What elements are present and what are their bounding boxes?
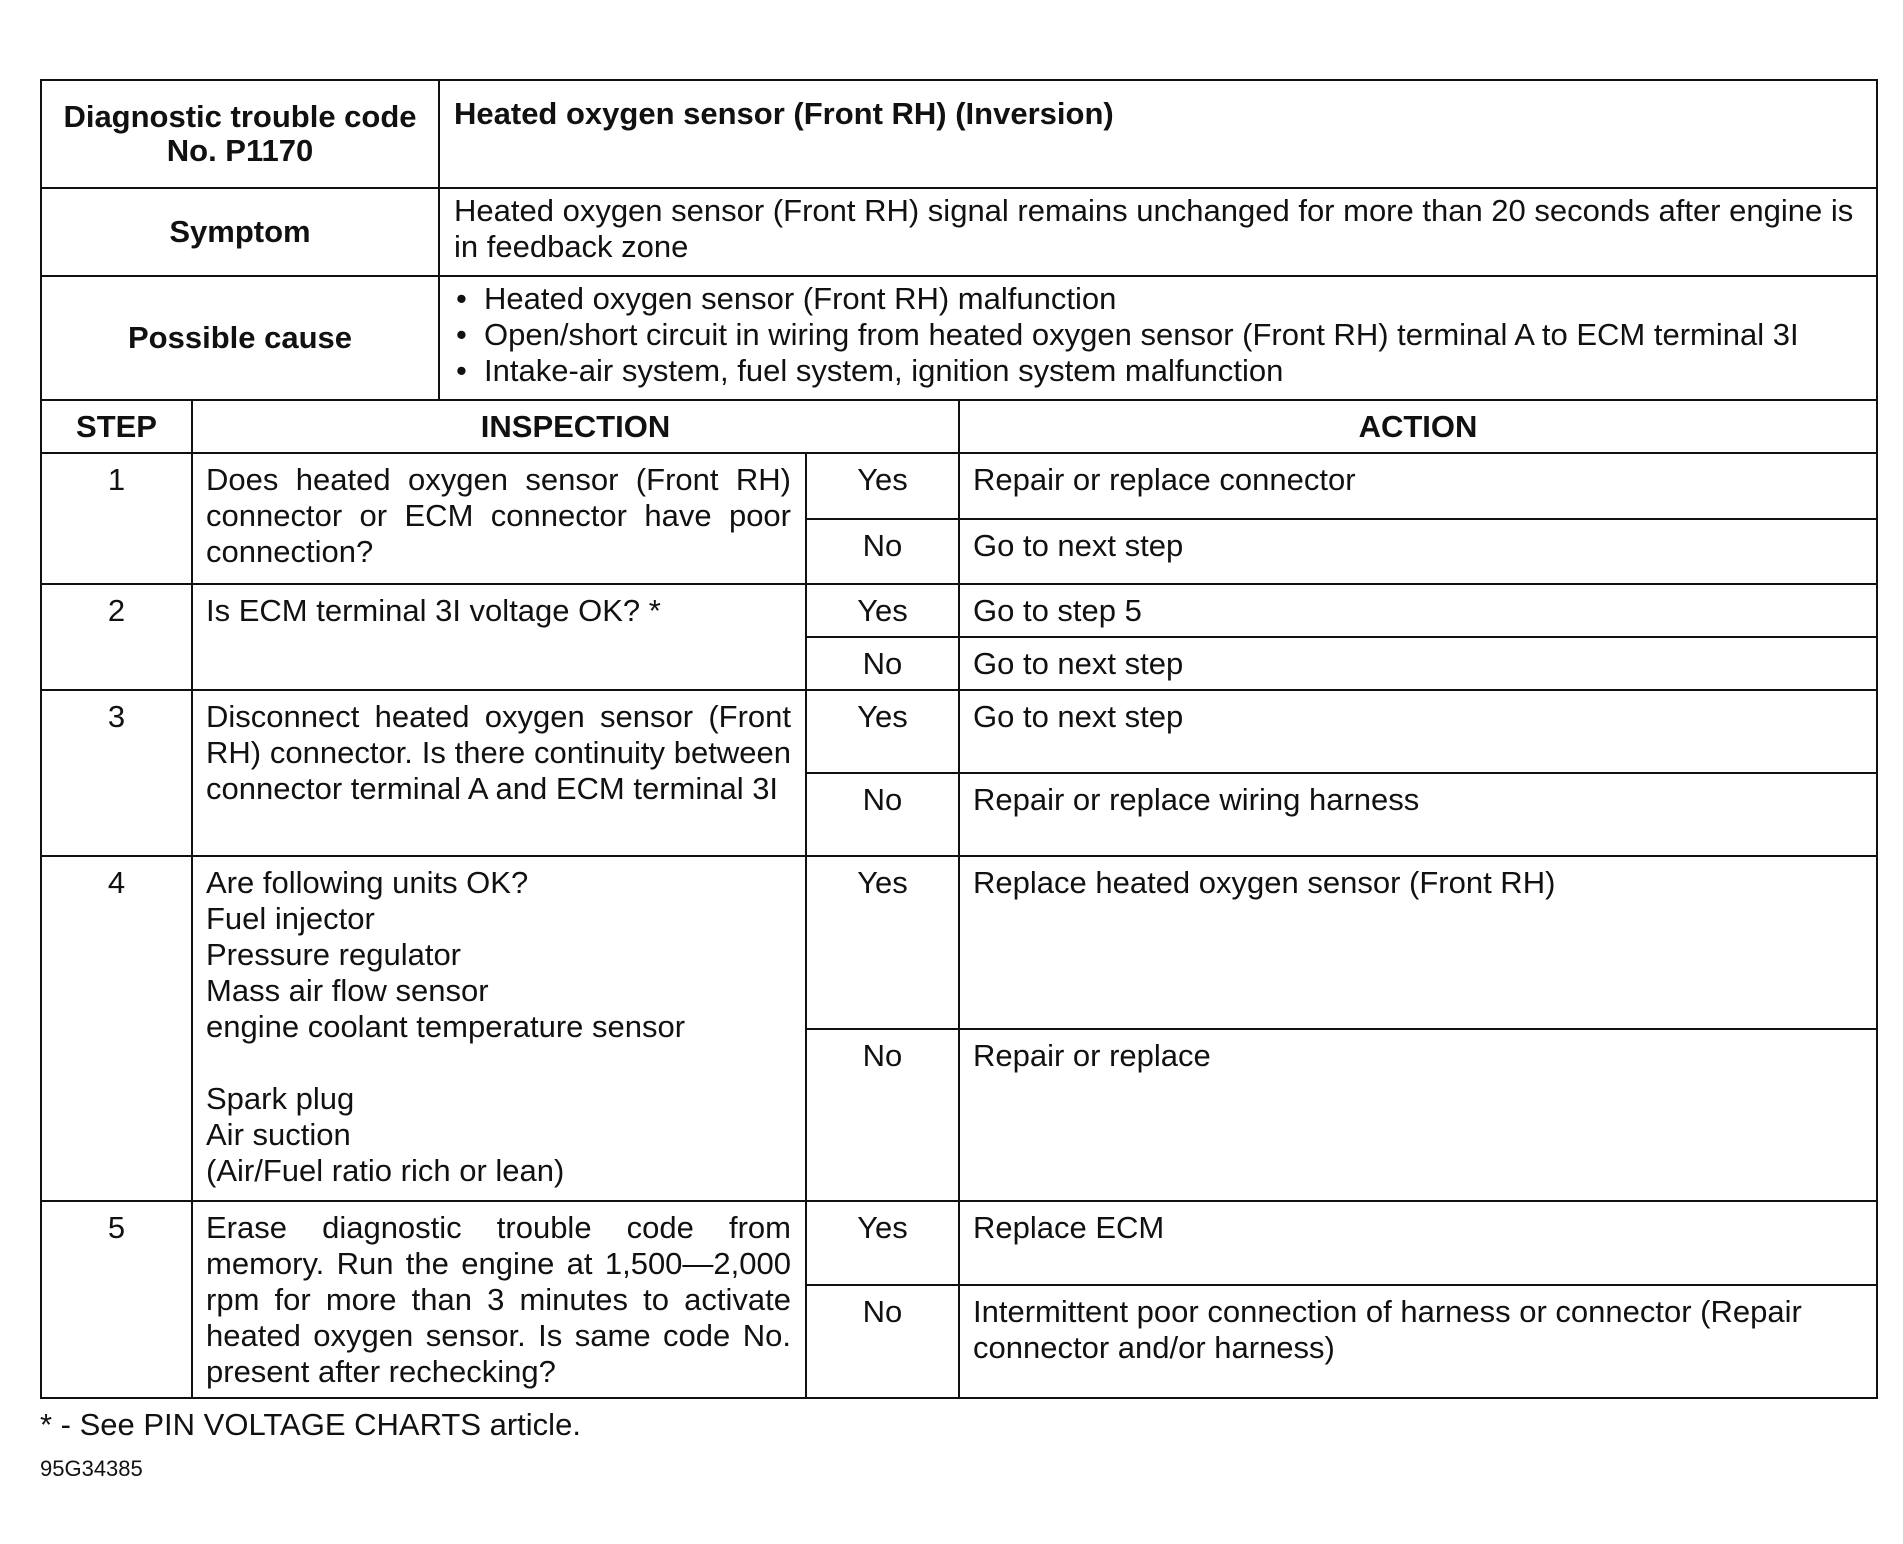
yes-label: Yes [806,856,959,1029]
step-number: 5 [41,1201,192,1398]
yes-label: Yes [806,1201,959,1285]
step-inspection: Erase diagnostic trouble code from memory. Run the engine at 1,500—2,000 rpm for more than 3 minutes to activate heated oxygen sensor. Is same code No. present after rechecking? [192,1201,806,1398]
step-inspection: Disconnect heated oxygen sensor (Front RH) connector. Is there continuity between connector terminal A and ECM terminal 3I [192,690,806,856]
no-action: Go to next step [959,519,1877,584]
diagnostic-table [40,79,1878,1399]
dtc-row [41,80,1877,188]
inspection-line: Spark plug [206,1081,355,1116]
inspection-line: Are following units OK? [206,865,529,900]
yes-action: Go to step 5 [959,584,1877,637]
inspection-line: (Air/Fuel ratio rich or lean) [206,1153,565,1188]
yes-label: Yes [806,584,959,637]
step-column-header: STEP [41,400,192,453]
step-row-1-yes [41,453,1877,519]
inspection-line: Air suction [206,1117,351,1152]
possible-cause-row [41,276,1877,400]
possible-cause-item: • Intake-air system, fuel system, ignition system malfunction [454,353,1862,389]
no-label: No [806,637,959,690]
action-column-header: ACTION [959,400,1877,453]
symptom-label: Symptom [41,188,439,276]
no-label: No [806,1029,959,1201]
possible-cause-label: Possible cause [41,276,439,400]
yes-label: Yes [806,453,959,519]
step-inspection: Is ECM terminal 3I voltage OK? * [192,584,806,690]
symptom-text: Heated oxygen sensor (Front RH) signal remains unchanged for more than 20 seconds after engine is in feedback zone [439,188,1877,276]
inspection-line: Mass air flow sensor [206,973,489,1008]
inspection-line: engine coolant temperature sensor [206,1009,686,1044]
yes-action: Replace ECM [959,1201,1877,1285]
step-row-5-yes [41,1201,1877,1285]
symptom-row [41,188,1877,276]
step-number: 2 [41,584,192,690]
no-label: No [806,1285,959,1398]
step-number: 4 [41,856,192,1201]
no-action: Go to next step [959,637,1877,690]
yes-action: Repair or replace connector [959,453,1877,519]
yes-action: Go to next step [959,690,1877,773]
dtc-title: Heated oxygen sensor (Front RH) (Inversion) [439,80,1877,188]
dtc-label: Diagnostic trouble code No. P1170 [41,80,439,188]
no-action: Repair or replace [959,1029,1877,1201]
step-number: 3 [41,690,192,856]
no-action: Repair or replace wiring harness [959,773,1877,856]
column-header-row [41,400,1877,453]
step-row-2-yes [41,584,1877,637]
figure-id: 95G34385 [40,1456,143,1481]
yes-action: Replace heated oxygen sensor (Front RH) [959,856,1877,1029]
no-action: Intermittent poor connection of harness or connector (Repair connector and/or harness) [959,1285,1877,1398]
step-number: 1 [41,453,192,584]
inspection-line: Pressure regulator [206,937,462,972]
step-row-3-yes [41,690,1877,773]
possible-cause-item: • Open/short circuit in wiring from heated oxygen sensor (Front RH) terminal A to ECM terminal 3I [454,317,1862,353]
inspection-spacer [206,1045,791,1081]
inspection-column-header: INSPECTION [192,400,959,453]
possible-cause-cell [439,276,1877,400]
no-label: No [806,519,959,584]
possible-cause-list [454,281,1862,389]
step-inspection: Does heated oxygen sensor (Front RH) connector or ECM connector have poor connection? [192,453,806,584]
yes-label: Yes [806,690,959,773]
step-row-4-yes [41,856,1877,1029]
possible-cause-item: • Heated oxygen sensor (Front RH) malfunction [454,281,1862,317]
inspection-line: Fuel injector [206,901,375,936]
footnote: * - See PIN VOLTAGE CHARTS article. [40,1407,581,1442]
step-inspection [192,856,806,1201]
no-label: No [806,773,959,856]
